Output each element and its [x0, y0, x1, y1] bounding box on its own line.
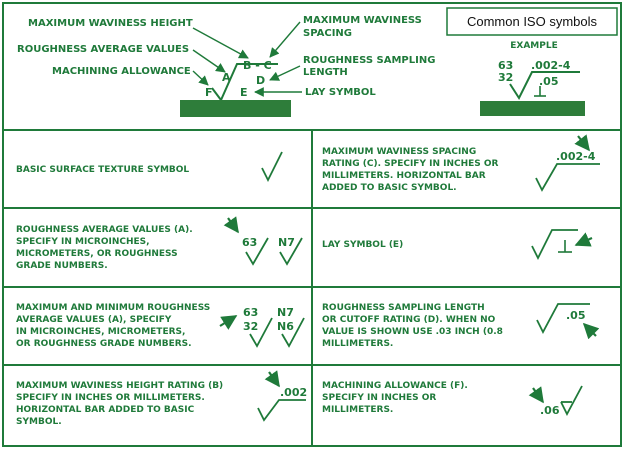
letter-a: A	[222, 71, 231, 84]
cell-basic	[16, 152, 282, 180]
basic-line1: BASIC SURFACE TEXTURE SYMBOL	[16, 165, 190, 175]
minmax-line3: IN MICROINCHES, MICROMETERS,	[16, 327, 186, 337]
letter-d: D	[256, 74, 266, 87]
roughness-v1: 63	[242, 236, 258, 249]
height-line1: MAXIMUM WAVINESS HEIGHT RATING (B)	[16, 381, 224, 391]
spacing-value: .002-4	[556, 150, 596, 163]
leader-waviness-height	[193, 28, 248, 58]
sampling-line1: ROUGHNESS SAMPLING LENGTH	[322, 303, 485, 313]
example-right-value: .05	[539, 75, 559, 88]
allowance-check-mark	[561, 386, 582, 414]
cell-sampling	[322, 303, 596, 349]
cell-allowance	[322, 381, 582, 417]
height-value: .002	[280, 386, 308, 399]
example-left-top: 63	[498, 59, 514, 72]
letter-b-c: B - C	[243, 59, 272, 72]
leader-waviness-spacing	[270, 22, 300, 57]
spacing-line2: RATING (C). SPECIFY IN INCHES OR	[322, 159, 499, 169]
allowance-line2: SPECIFY IN INCHES OR	[322, 393, 437, 403]
minmax-line1: MAXIMUM AND MINIMUM ROUGHNESS	[16, 303, 211, 313]
letter-e: E	[240, 86, 248, 99]
label-roughness-sampling-1: ROUGHNESS SAMPLING	[303, 55, 436, 66]
allowance-value: .06	[540, 404, 560, 417]
header-surface-bar	[180, 100, 291, 117]
label-max-waviness-spacing-1: MAXIMUM WAVINESS	[303, 15, 422, 26]
allowance-arrow	[533, 388, 543, 402]
height-line3: HORIZONTAL BAR ADDED TO BASIC	[16, 405, 195, 415]
header-symbol	[180, 59, 291, 117]
label-roughness-average: ROUGHNESS AVERAGE VALUES	[17, 44, 190, 55]
label-max-waviness-height: MAXIMUM WAVINESS HEIGHT	[28, 18, 193, 29]
sampling-line3: VALUE IS SHOWN USE .03 INCH (0.8	[322, 327, 503, 337]
height-line4: SYMBOL.	[16, 417, 62, 427]
label-machining-allowance: MACHINING ALLOWANCE	[52, 66, 191, 77]
cell-minmax	[16, 303, 304, 349]
title: Common ISO symbols	[466, 14, 598, 29]
minmax-v1b: 32	[243, 320, 259, 333]
sampling-line4: MILLIMETERS.	[322, 339, 394, 349]
cell-spacing	[322, 136, 600, 193]
sampling-line2: OR CUTOFF RATING (D). WHEN NO	[322, 315, 496, 325]
spacing-arrow	[578, 136, 589, 150]
roughness-line2: SPECIFY IN MICROINCHES,	[16, 237, 150, 247]
spacing-line1: MAXIMUM WAVINESS SPACING	[322, 147, 477, 157]
leader-machining-allowance	[193, 71, 208, 85]
minmax-v2b: N6	[277, 320, 294, 333]
allowance-line1: MACHINING ALLOWANCE (F).	[322, 381, 468, 391]
label-roughness-sampling-2: LENGTH	[303, 67, 348, 78]
label-max-waviness-spacing-2: SPACING	[303, 28, 352, 39]
leader-sampling-length	[270, 66, 300, 80]
cell-lay	[322, 230, 592, 258]
spacing-line3: MILLIMETERS. HORIZONTAL BAR	[322, 171, 486, 181]
minmax-v1a: 63	[243, 306, 259, 319]
height-check-mark	[258, 400, 306, 420]
sampling-arrow	[584, 324, 596, 336]
example-top-value: .002-4	[531, 59, 571, 72]
spacing-line4: ADDED TO BASIC SYMBOL.	[322, 183, 457, 193]
lay-line1: LAY SYMBOL (E)	[322, 240, 404, 250]
cell-roughness	[16, 218, 302, 271]
height-line2: SPECIFY IN INCHES OR MILLIMETERS.	[16, 393, 205, 403]
leader-roughness-average	[193, 50, 225, 72]
spacing-check-mark	[536, 164, 600, 190]
roughness-v2: N7	[278, 236, 295, 249]
lay-check-mark	[532, 230, 578, 258]
roughness-line4: GRADE NUMBERS.	[16, 261, 108, 271]
header-leaders	[193, 22, 302, 92]
label-lay-symbol: LAY SYMBOL	[305, 87, 376, 98]
minmax-v2a: N7	[277, 306, 294, 319]
basic-check-mark	[262, 152, 282, 180]
roughness-line3: MICROMETERS, OR ROUGHNESS	[16, 249, 178, 259]
minmax-line2: AVERAGE VALUES (A), SPECIFY	[16, 315, 172, 325]
example-heading: EXAMPLE	[510, 41, 558, 51]
roughness-arrow	[228, 218, 238, 232]
letter-f: F	[205, 86, 213, 99]
sampling-value: .05	[566, 309, 586, 322]
cell-height	[16, 372, 307, 427]
minmax-line4: OR ROUGHNESS GRADE NUMBERS.	[16, 339, 192, 349]
height-arrow	[269, 372, 279, 386]
header-labels	[17, 15, 435, 98]
roughness-line1: ROUGHNESS AVERAGE VALUES (A).	[16, 225, 193, 235]
minmax-arrow	[220, 316, 236, 326]
example-surface-bar	[480, 101, 585, 116]
example-symbol	[480, 41, 585, 116]
allowance-line3: MILLIMETERS.	[322, 405, 394, 415]
example-left-bottom: 32	[498, 71, 514, 84]
lay-arrow	[576, 238, 592, 245]
